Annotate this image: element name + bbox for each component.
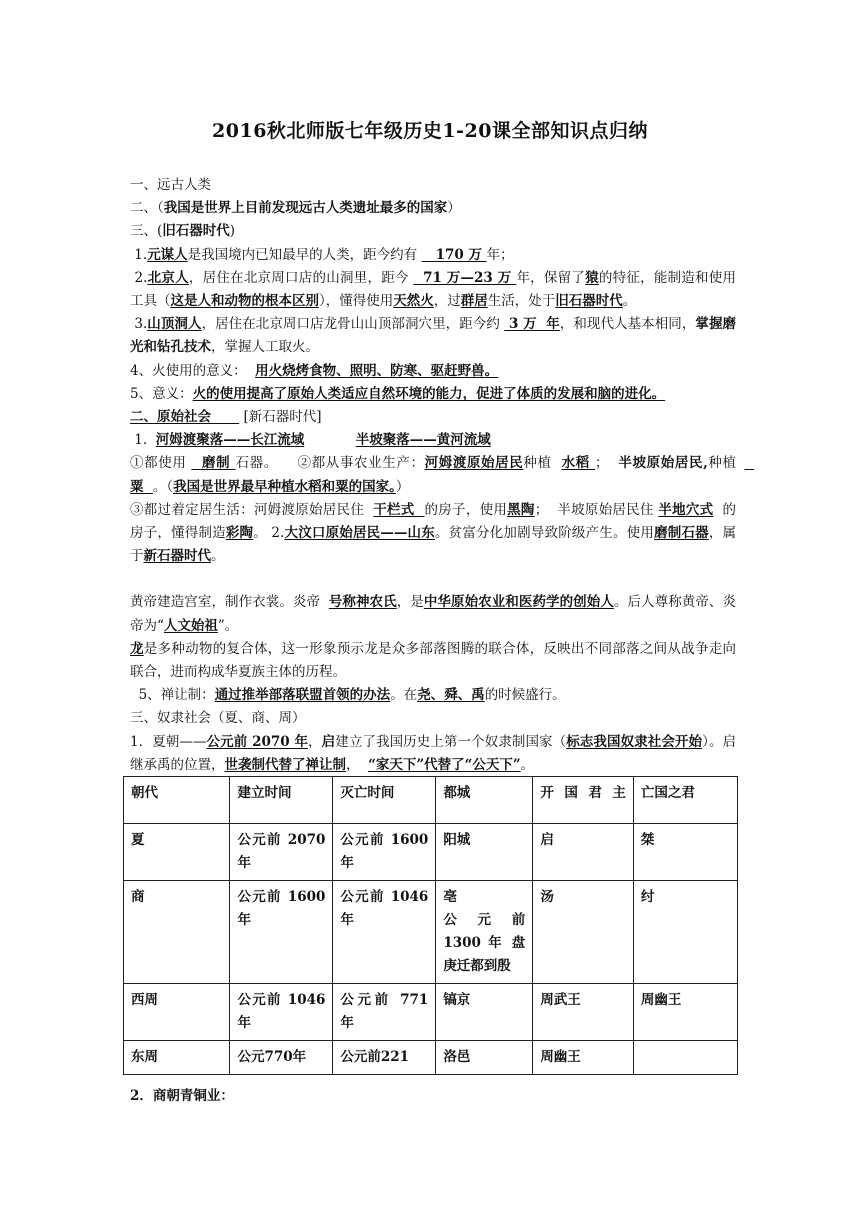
- paragraph-l14: [130, 591, 736, 637]
- text-segment: 年；: [486, 246, 514, 263]
- text-segment: 北京人: [147, 269, 189, 286]
- table-cell: 桀: [633, 824, 737, 881]
- table-header-cell: 灭亡时间: [333, 777, 436, 824]
- paragraph-l13: [130, 568, 736, 591]
- paragraph-l3: [130, 220, 736, 243]
- text-segment: 二、（: [130, 200, 164, 217]
- text-segment: 我国是世界上目前发现远古人类遗址最多的国家: [163, 200, 448, 217]
- text-segment: ；: [595, 455, 619, 472]
- table-cell: [633, 1041, 737, 1075]
- text-segment: 二、原始社会: [130, 409, 240, 426]
- text-segment: 5、意义：: [130, 385, 193, 402]
- table-cell: 西周: [124, 984, 230, 1041]
- table-cell: 洛邑: [436, 1041, 533, 1075]
- text-segment: ): [229, 223, 236, 240]
- text-segment: ），懂得使用: [319, 293, 394, 310]
- text-segment: 尧、舜、禹: [417, 687, 485, 704]
- table-cell: 阳城: [436, 824, 533, 881]
- text-segment: 龙: [130, 640, 144, 657]
- text-segment: 4、火使用的意义：: [130, 362, 256, 379]
- text-segment: 71 万—23 万: [413, 269, 517, 286]
- table-cell: 东周: [124, 1041, 230, 1075]
- table-cell: 公元前 1600 年: [333, 824, 436, 881]
- text-segment: ，居住在北京周口店的山洞里，距今: [188, 269, 414, 286]
- text-segment: ）: [447, 200, 461, 217]
- text-segment: 的房子，使用: [424, 501, 508, 518]
- text-segment: 河姆渡原始居民: [424, 455, 524, 472]
- text-segment: [新石器时代]: [239, 409, 322, 426]
- text-segment: 。 2.: [253, 525, 285, 542]
- text-segment: 的特征，能制造和使用工具（: [130, 269, 737, 310]
- text-segment: 山顶洞人: [147, 316, 202, 333]
- table-cell: 商: [124, 881, 230, 984]
- text-segment: 元谋人: [147, 246, 188, 263]
- text-segment: 半坡聚落——黄河流域: [355, 432, 491, 449]
- text-segment: ，居住在北京周口店龙骨山山顶部洞穴里，距今约: [201, 316, 505, 333]
- table-row: [124, 984, 738, 1041]
- text-segment: 通过推举部落联盟首领的办法: [214, 687, 391, 704]
- text-segment: 天然火: [393, 293, 434, 310]
- text-segment: 号称神农氏: [328, 594, 397, 611]
- table-cell: 纣: [633, 881, 737, 984]
- text-segment: ，属于: [130, 525, 737, 565]
- text-segment: 世袭制代替了禅让制: [224, 756, 346, 773]
- table-cell: 亳 公元前 1300 年 盘庚迁都到殷: [436, 881, 533, 984]
- paragraph-l1: [130, 174, 736, 197]
- table-row: [124, 1041, 738, 1075]
- paragraph-l6: [130, 313, 736, 359]
- text-segment: 5、禅让制：: [130, 687, 215, 704]
- text-segment: 石器。 ②都从事农业生产：: [235, 455, 425, 472]
- text-segment: 粟: [130, 455, 755, 495]
- text-segment: 掌握磨光和钻孔技术: [130, 316, 737, 356]
- paragraph-l9: [130, 406, 736, 429]
- table-header-cell: 朝代: [124, 777, 230, 824]
- text-segment: 启: [321, 733, 336, 750]
- text-segment: 170 万: [421, 246, 487, 263]
- text-segment: 水稻: [561, 455, 596, 472]
- table-header-cell: 亡国之君: [633, 777, 737, 824]
- text-segment: ①都使用: [130, 455, 192, 472]
- document-body: [130, 174, 755, 777]
- text-segment: 1.: [130, 432, 156, 449]
- paragraph-l7: [130, 360, 736, 383]
- table-cell: 周幽王: [533, 1041, 634, 1075]
- text-segment: 。（: [152, 478, 174, 495]
- text-segment: 群居: [460, 293, 488, 310]
- table-header-cell: 建立时间: [230, 777, 333, 824]
- table-cell: 周武王: [533, 984, 634, 1041]
- table-cell: 公元前 2070 年: [230, 824, 333, 881]
- paragraph-l15: [130, 638, 736, 684]
- text-segment: 我国是世界最早种植水稻和粟的国家。: [173, 478, 396, 495]
- paragraph-l11: [130, 452, 755, 498]
- text-segment: 。: [211, 548, 225, 565]
- text-segment: 的房子，懂得制造: [130, 501, 737, 542]
- text-segment: 猿: [585, 269, 599, 286]
- table-cell: 公元前 1046 年: [230, 984, 333, 1041]
- table-cell: 公元前 1600 年: [230, 881, 333, 984]
- text-segment: 2.: [130, 269, 148, 286]
- text-segment: ）: [395, 478, 410, 495]
- text-segment: 1.: [130, 246, 148, 263]
- text-segment: ，: [308, 733, 322, 750]
- text-segment: 生活，处于: [487, 293, 556, 310]
- text-segment: 三、奴隶社会（夏、商、周）: [130, 710, 306, 727]
- document-title: 2016秋北师版七年级历史1-20课全部知识点归纳: [212, 120, 648, 142]
- text-segment: 公元前 2070 年: [206, 733, 309, 750]
- text-segment: 建立了我国历史上第一个奴隶制国家（: [335, 733, 567, 750]
- table-cell: 公元前221: [333, 1041, 436, 1075]
- table-cell: 公元770年: [230, 1041, 333, 1075]
- text-segment: ； 半坡原始居民住: [534, 501, 659, 518]
- text-segment: 干栏式: [373, 501, 425, 518]
- text-segment: [304, 432, 356, 448]
- text-segment: 。: [520, 756, 535, 773]
- text-segment: 标志我国奴隶社会开始: [566, 733, 703, 750]
- text-segment: 年，保留了: [516, 269, 586, 286]
- text-segment: 。贫富分化加剧导致阶级产生。使用: [434, 525, 655, 542]
- table-header-cell: 开国君主: [533, 777, 634, 824]
- text-segment: ，是: [396, 594, 424, 611]
- text-segment: 这是人和动物的根本区别: [170, 293, 319, 310]
- text-segment: ，过: [433, 293, 461, 310]
- text-segment: 3 万 年: [504, 316, 560, 333]
- text-segment: 三、(: [130, 223, 163, 240]
- text-segment: 火的使用提高了原始人类适应自然环境的能力，促进了体质的发展和脑的进化。: [192, 385, 666, 402]
- dynasty-table: [123, 776, 738, 1075]
- text-segment: 一、远古人类: [130, 177, 211, 193]
- table-row: [124, 881, 738, 984]
- table-cell: 镐京: [436, 984, 533, 1041]
- text-segment: 的时候盛行。: [484, 687, 566, 704]
- text-segment: 大汶口原始居民——山东: [284, 525, 435, 542]
- text-segment: 中华原始农业和医药学的创始人: [423, 594, 614, 611]
- text-segment: 是多种动物的复合体，这一形象预示龙是众多部落图腾的联合体，反映出不同部落之间从战争走向联合，进而构成华夏族主体的历程。: [130, 640, 737, 681]
- table-row: [124, 824, 738, 881]
- paragraph-l8: [130, 383, 736, 406]
- text-segment: ，: [346, 756, 369, 773]
- table-cell: 公元前 771 年: [333, 984, 436, 1041]
- text-segment: “家天下”代替了“公天下”: [368, 756, 521, 773]
- text-segment: 半坡原始居民,: [618, 455, 708, 472]
- paragraph-l10: [130, 429, 736, 452]
- text-segment: 是我国境内已知最早的人类，距今约有: [187, 246, 422, 263]
- section-subheading: 2．商朝青铜业：: [130, 1088, 234, 1104]
- text-segment: ，和现代人基本相同，: [559, 316, 696, 333]
- text-segment: 彩陶: [225, 525, 254, 542]
- text-segment: 种植: [707, 455, 745, 472]
- table-header-row: [124, 777, 738, 824]
- table-cell: 汤: [533, 881, 634, 984]
- table-cell: 周幽王: [633, 984, 737, 1041]
- text-segment: ，掌握人工取火。: [211, 339, 319, 356]
- table-cell: 启: [533, 824, 634, 881]
- paragraph-l12: [130, 499, 736, 569]
- text-segment: 1．夏朝——: [130, 733, 207, 750]
- text-segment: 人文始祖: [163, 617, 218, 634]
- text-segment: 黑陶: [507, 501, 535, 518]
- text-segment: 用火烧烤食物、照明、防寒、驱赶野兽。: [255, 362, 499, 379]
- text-segment: 。在: [390, 687, 418, 704]
- text-segment: 磨制石器: [654, 525, 709, 542]
- paragraph-l4: [130, 244, 736, 267]
- text-segment: 新石器时代: [143, 548, 211, 565]
- text-segment: 。: [622, 293, 637, 310]
- paragraph-l5: [130, 267, 736, 313]
- paragraph-l17: [130, 707, 736, 730]
- text-segment: 半地穴式: [658, 501, 714, 518]
- text-segment: ③都过着定居生活：河姆渡原始居民住: [130, 501, 374, 518]
- text-segment: 磨制: [191, 455, 236, 472]
- text-segment: 河姆渡聚落——长江流域: [155, 432, 305, 449]
- text-segment: 3.: [130, 316, 148, 333]
- paragraph-l2: [130, 197, 736, 220]
- table-cell: 夏: [124, 824, 230, 881]
- paragraph-l18: [130, 731, 736, 777]
- table-header-cell: 都城: [436, 777, 533, 824]
- text-segment: ）。启继承禹的位置，: [130, 733, 737, 773]
- text-segment: 。后人尊称黄帝、炎帝为“: [130, 594, 737, 634]
- text-segment: 种植: [523, 455, 562, 472]
- paragraph-l16: [130, 684, 736, 707]
- text-segment: 旧石器时代: [555, 293, 623, 310]
- table-cell: 公元前 1046 年: [333, 881, 436, 984]
- text-segment: 旧石器时代: [162, 223, 230, 240]
- text-segment: 黄帝建造宫室，制作衣裳。炎帝: [130, 594, 329, 611]
- text-segment: ”。: [217, 617, 239, 634]
